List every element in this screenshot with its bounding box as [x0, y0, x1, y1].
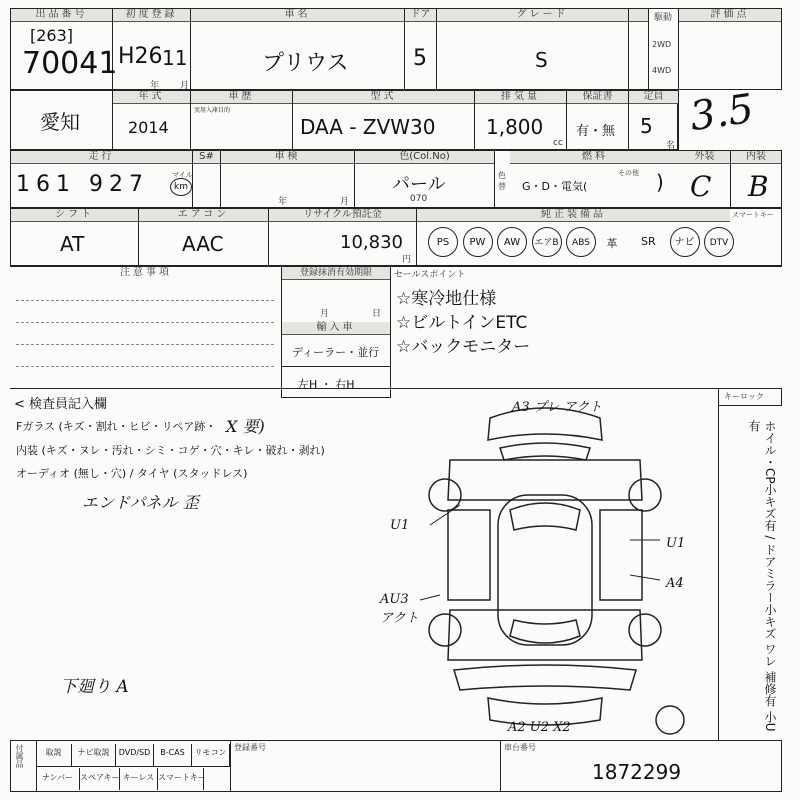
recycle: 10,830 [340, 232, 403, 253]
shift-label: シフト [11, 209, 138, 222]
reg-number-label: 登録番号 [234, 743, 266, 752]
caution-line [16, 344, 274, 345]
int-label: 内装 [731, 151, 781, 164]
capacity-label: 定員 [629, 91, 678, 104]
reg-month: 月 [320, 309, 330, 319]
lot-label: 出品番号 [11, 9, 112, 22]
fuel-label: 燃料 [510, 151, 680, 164]
ac-label: エアコン [139, 209, 268, 222]
footer-item: リモコン [192, 744, 230, 766]
vehicle-sub: 実用入庫目的 [194, 107, 231, 114]
score-label: 評価点 [679, 9, 781, 22]
diagram-right-1: U1 [666, 536, 686, 551]
drive-2wd: 2WD [652, 40, 672, 49]
divider [500, 740, 501, 792]
month-mark: 月 [180, 81, 190, 91]
note-2: 下廻り A [60, 677, 129, 697]
equipment-item: AW [497, 227, 527, 257]
lot-number: 70041 [22, 46, 118, 81]
fuel-close: ) [656, 170, 664, 194]
doors: 5 [413, 46, 427, 71]
glass-line: Fガラス (キズ・割れ・ヒビ・リペア跡・ [16, 420, 217, 433]
registration-label: 登録抹消有効期限 [282, 267, 390, 280]
equip-label: 純正装備品 [417, 209, 730, 222]
door-label: ドア [405, 9, 436, 22]
mileage: 161 927 [16, 172, 149, 197]
inspection-label: 車検 [221, 151, 354, 164]
equipment-item: PS [428, 227, 458, 257]
displacement-label: 排気量 [475, 91, 566, 104]
diagram-vertical-note: ホイル・CP小キズ有 / ドアミラー小キズ ワレ 補修有 小U有 [747, 420, 777, 732]
caution-line [16, 366, 274, 367]
divider [36, 766, 230, 767]
color: パール [392, 174, 446, 195]
equipment-item: ナビ [670, 227, 700, 257]
year-mark: 年 [150, 81, 160, 91]
footer-item: 取説 [36, 744, 72, 766]
color-code: 070 [410, 194, 428, 204]
interior-line: 内装 (キズ・ヌレ・汚れ・シミ・コゲ・穴・キレ・破れ・剥れ) [16, 444, 325, 457]
chassis-label: 車台番号 [504, 743, 536, 752]
smartkey-label: スマートキー [732, 211, 774, 219]
import-label: 輸入車 [282, 322, 390, 335]
glass-mark: X 要) [226, 417, 265, 436]
sales-point: ☆ビルトインETC [396, 313, 528, 333]
caution-label: 注意事項 [11, 267, 281, 280]
equipment-item: ABS [566, 227, 596, 257]
fuel-other: その他 [618, 169, 639, 177]
divider [230, 740, 231, 792]
drive-4wd: 4WD [652, 66, 672, 75]
footer-item: B-CAS [154, 744, 192, 766]
mileage-label: 走行 [11, 151, 192, 164]
caution-line [16, 322, 274, 323]
color-label: 色(Col.No) [355, 151, 494, 164]
divider [282, 366, 390, 367]
footer-item: スマートキー [158, 768, 204, 790]
divider [494, 150, 495, 208]
grade-label: グレード [437, 9, 648, 22]
lot-code: [263] [30, 26, 74, 45]
audio-line: オーディオ (無し・穴) / タイヤ (スタッドレス) [16, 467, 248, 480]
footer-item: ナビ取説 [72, 744, 116, 766]
ext-label: 外装 [679, 151, 730, 164]
equipment-item: PW [463, 227, 493, 257]
diagram-front: A3 プレ アクト [512, 400, 603, 415]
divider [628, 8, 629, 90]
reg-day: 日 [372, 309, 382, 319]
grade: S [535, 48, 548, 72]
sales-point: ☆寒冷地仕様 [396, 289, 497, 309]
divider [648, 8, 649, 90]
diagram-rear: A2 U2 X2 [508, 720, 571, 735]
drive-label: 駆動 [654, 13, 673, 23]
equipment-item: 革 [606, 237, 618, 250]
caution-line [16, 300, 274, 301]
inspector-label: < 検査員記入欄 [14, 397, 108, 412]
first-reg-month: 11 [162, 46, 188, 70]
inspection-year: 年 [278, 197, 288, 207]
diagram-right-2: A4 [666, 576, 684, 591]
sales-point: ☆バックモニター [396, 337, 531, 357]
divider [718, 406, 719, 740]
footer-item: DVD/SD [116, 744, 154, 766]
keylock-label: キーロック [724, 392, 764, 401]
footer-item: キーレス [120, 768, 158, 790]
handle-option: 左H ・ 右H [298, 378, 355, 391]
warranty: 有・無 [576, 124, 616, 139]
first-reg-label: 初度登録 [113, 9, 190, 22]
recycle-label: リサイクル預託金 [269, 209, 416, 222]
s-label: S# [193, 151, 220, 164]
divider [678, 8, 679, 150]
score: 3.5 [687, 85, 757, 141]
car-name-label: 車名 [191, 9, 404, 22]
equipment-item: SR [641, 235, 656, 248]
ext: C [690, 170, 712, 203]
equipment-item: エアB [532, 227, 562, 257]
import-option: ディーラー・並行 [292, 346, 380, 359]
recycle-unit: 円 [402, 255, 412, 265]
shift: AT [60, 232, 85, 256]
model-label: 型式 [293, 91, 474, 104]
chassis: 1872299 [592, 760, 682, 784]
ac: AAC [182, 232, 224, 256]
fuel-options: G・D・電気( [522, 180, 588, 193]
divider [10, 388, 782, 389]
capacity-unit: 名 [666, 141, 676, 151]
vehicle-label: 車歴 [191, 91, 292, 104]
inspection-month: 月 [340, 197, 350, 207]
car-diagram [380, 400, 710, 740]
mileage-unit: km [170, 178, 192, 196]
cc-unit: cc [553, 138, 563, 148]
model-year-label: 年式 [113, 91, 190, 104]
sales-label: セールスポイント [394, 270, 466, 280]
first-reg-era: H26 [118, 44, 163, 69]
capacity: 5 [640, 114, 653, 138]
note-1: エンドパネル 歪 [82, 493, 199, 512]
warranty-label: 保証書 [567, 91, 628, 104]
equipment-item: DTV [704, 227, 734, 257]
car-name: プリウス [262, 51, 349, 76]
model: DAA - ZVW30 [300, 115, 436, 139]
int: B [748, 170, 769, 203]
color-change: 色替 [498, 171, 506, 191]
side-label: 付属品 [15, 744, 24, 768]
footer-item: ナンバー [36, 768, 80, 790]
model-year: 2014 [128, 118, 169, 137]
region: 愛知 [40, 110, 80, 134]
diagram-left-2: AU3 アクト [380, 592, 419, 626]
displacement: 1,800 [486, 115, 544, 139]
mileage-alt: マイル [172, 171, 193, 179]
diagram-left-1: U1 [390, 518, 410, 533]
footer-item: スペアキー [80, 768, 120, 790]
